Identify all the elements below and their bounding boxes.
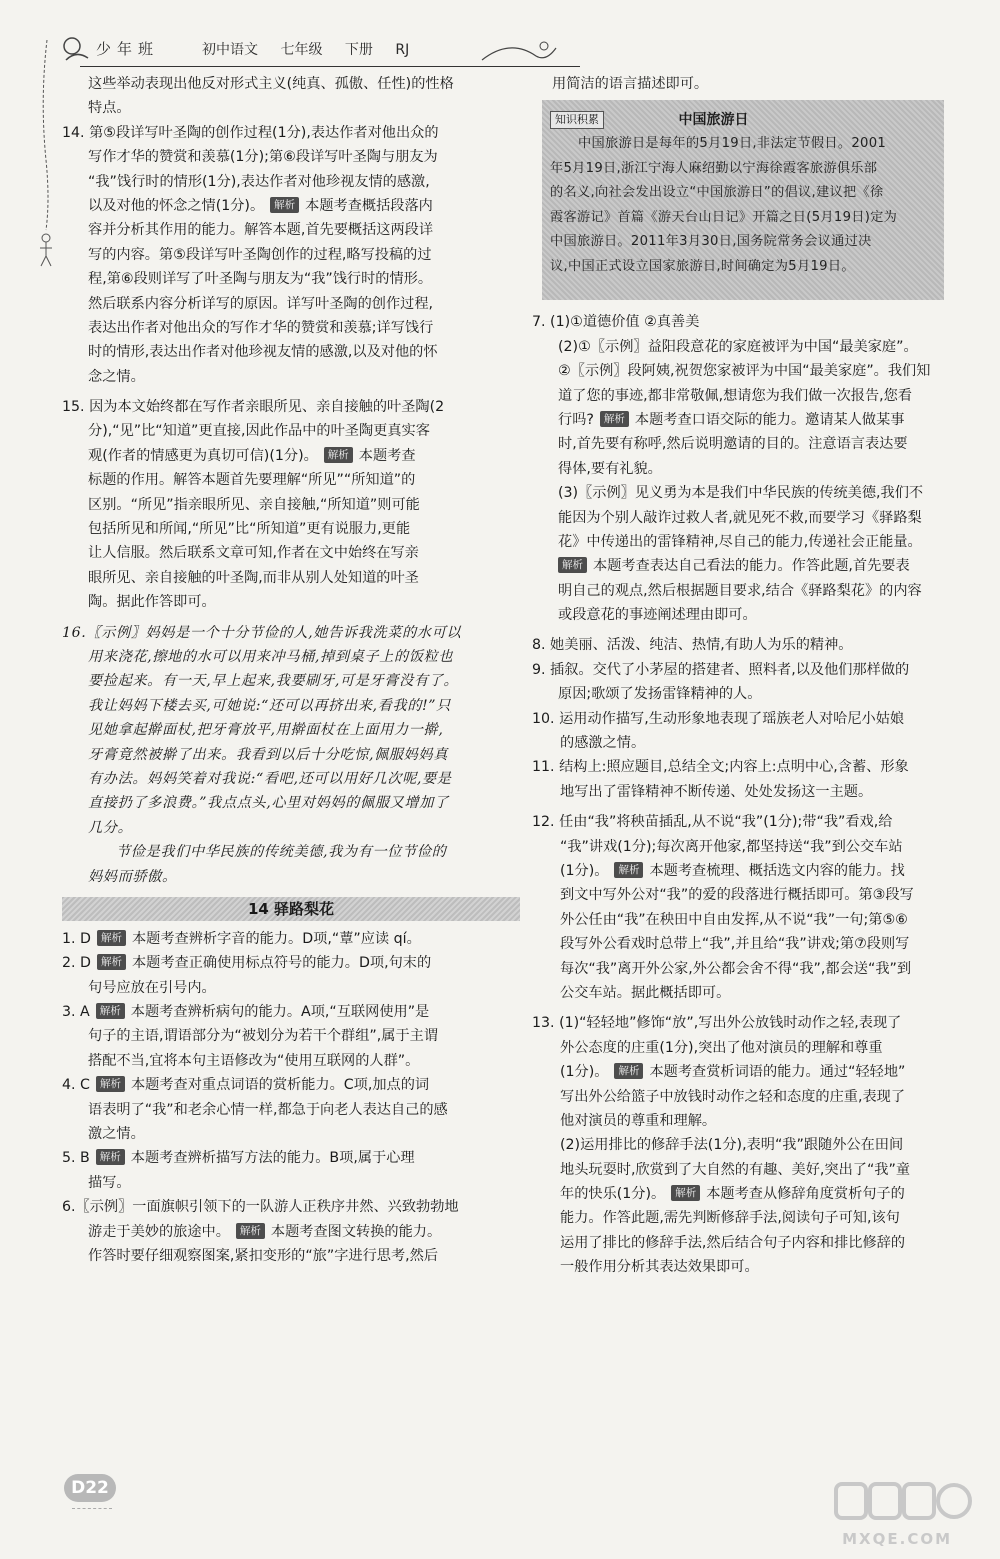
text-line: 外公态度的庄重(1分),突出了他对演员的理解和尊重 <box>560 1039 883 1056</box>
text-line: 12. 任由“我”将秧苗插乱,从不说“我”(1分);带“我”看戏,给 <box>532 814 893 831</box>
text-line: 牙膏竟然被擀了出来。我看到以后十分吃惊,佩服妈妈真 <box>88 746 449 763</box>
text-span: 本题考查图文转换的能力。 <box>270 1223 442 1240</box>
text-line: (2)运用排比的修辞手法(1分),表明“我”跟随外公在田间 <box>560 1137 904 1154</box>
margin-string-doodle-icon <box>32 40 62 270</box>
text-line <box>532 554 952 578</box>
text-line: 8. 她美丽、活泼、纯洁、热情,有助人为乐的精神。 <box>532 637 853 654</box>
text-line: (2)①〖示例〗益阳段意花的家庭被评为中国“最美家庭”。 <box>558 338 918 355</box>
text-span: 本题考查概括段落内 <box>305 197 433 214</box>
text-line: 公交车站。据此概括即可。 <box>560 984 731 1001</box>
header-subject: 初中语文 <box>202 42 258 58</box>
text-line: 我让妈妈下楼去买,可她说:“还可以再挤出来,看我的!”只 <box>88 697 451 714</box>
text-line: 语表明了“我”和老余心情一样,都急于向老人表达自己的感 <box>88 1101 448 1118</box>
text-line <box>62 444 520 468</box>
text-line: 7. (1)①道德价值 ②真善美 <box>532 314 700 331</box>
answer-q12 <box>532 810 952 1005</box>
answer-choice: 1. D <box>62 930 91 947</box>
answer-choice: 2. D <box>62 955 91 972</box>
text-line: 16.〖示例〗妈妈是一个十分节俭的人,她告诉我洗菜的水可以 <box>62 624 462 641</box>
text-line: “我”讲戏(1分);每次离开他家,都坚持送“我”到公交车站 <box>560 838 903 855</box>
text-line: 直接扔了多浪费。”我点点头,心里对妈妈的佩服又增加了 <box>88 795 449 812</box>
answer-choice: 4. C <box>62 1077 90 1094</box>
text-line: 节俭是我们中华民族的传统美德,我为有一位节俭的 <box>116 844 447 861</box>
answer-q15 <box>62 395 520 615</box>
text-line: 写的内容。第⑤段详写叶圣陶创作的过程,略写投稿的过 <box>88 246 432 263</box>
text-line: 用简洁的语言描述即可。 <box>552 76 709 92</box>
page-header <box>60 34 940 68</box>
text-span: 本题考查从修辞角度赏析句子的 <box>706 1186 905 1203</box>
brand-logo-icon <box>60 34 94 66</box>
text-line: 6.〖示例〗一面旗帜引领下的一队游人正秩序井然、兴致勃勃地 <box>62 1199 459 1216</box>
analysis-tag: 解析 <box>236 1223 265 1239</box>
text-span: 本题考查辨析病句的能力。A项,“互联网使用”是 <box>130 1004 430 1021</box>
text-line: 程,第⑥段则详写了叶圣陶与朋友为“我”饯行时的情形。 <box>88 271 433 288</box>
header-book-info <box>202 39 427 59</box>
text-line: 15. 因为本文始终都在写作者亲眼所见、亲自接触的叶圣陶(2 <box>62 399 445 416</box>
text-line: 区别。“所见”指亲眼所见、亲自接触,“所知道”则可能 <box>88 496 420 513</box>
answer-q14 <box>62 121 520 389</box>
text-line: 10. 运用动作描写,生动形象地表现了瑶族老人对哈尼小姑娘 <box>532 710 905 727</box>
text-line: 得体,要有礼貌。 <box>558 460 662 477</box>
text-span: 本题考查 <box>358 447 416 464</box>
left-column <box>62 72 520 1268</box>
text-line: 时的情形,表达出作者对他珍视友情的感激,以及对他的怀 <box>88 344 438 361</box>
text-line <box>532 408 952 432</box>
text-line: 段写外公看戏时总带上“我”,并且给“我”讲戏;第⑦段则写 <box>560 936 910 953</box>
knowledge-box <box>542 100 944 300</box>
text-line: 道了您的事迹,都非常敬佩,想请您为我们做一次报告,您看 <box>558 387 913 404</box>
analysis-tag: 解析 <box>270 197 299 213</box>
analysis-tag: 解析 <box>558 557 587 573</box>
knowledge-line: 霞客游记》首篇《游天台山日记》开篇之日(5月19日)定为 <box>550 209 898 225</box>
answers-q8-q11 <box>532 633 952 804</box>
knowledge-line: 的名义,向社会发出设立“中国旅游日”的倡议,建议把《徐 <box>550 185 884 201</box>
header-edition: RJ <box>395 42 410 58</box>
text-span: 本题考查对重点词语的赏析能力。C项,加点的词 <box>130 1077 430 1094</box>
text-line <box>532 1060 952 1084</box>
section-title-bar: 14 驿路梨花 <box>62 897 520 921</box>
text-line: 的感激之情。 <box>560 735 646 752</box>
text-line: 妈妈而骄傲。 <box>88 868 177 885</box>
text-line: 包括所见和所闻,“所见”比“所知道”更有说服力,更能 <box>88 521 411 538</box>
text-line: 句号应放在引号内。 <box>88 979 216 996</box>
text-line <box>62 927 520 951</box>
text-line: 每次“我”离开外公家,外公都会舍不得“我”,都会送“我”到 <box>560 960 912 977</box>
knowledge-line: 中国旅游日。2011年3月30日,国务院常务会议通过决 <box>550 234 872 250</box>
text-line: 时,首先要有称呼,然后说明邀请的目的。注意语言表达要 <box>558 436 908 453</box>
text-line: 运用了排比的修辞手法,然后结合句子内容和排比修辞的 <box>560 1234 906 1251</box>
answer-choice: 5. B <box>62 1150 90 1167</box>
text-line: ②〖示例〗段阿姨,祝贺您家被评为中国“最美家庭”。我们知 <box>558 363 931 380</box>
text-span: 本题考查口语交际的能力。邀请某人做某事 <box>634 411 905 428</box>
text-span: 本题考查梳理、概括选文内容的能力。找 <box>649 862 905 879</box>
answer-q7 <box>532 310 952 627</box>
text-line: 原因;歌颂了发扬雷锋精神的人。 <box>558 686 762 703</box>
header-brand: 少年班 <box>96 40 160 58</box>
text-line <box>62 1000 520 1024</box>
knowledge-header <box>550 108 936 132</box>
knowledge-line: 中国旅游日是每年的5月19日,非法定节假日。2001 <box>578 136 887 152</box>
text-line: 然后联系内容分析详写的原因。详写叶圣陶的创作过程, <box>88 295 434 312</box>
text-line: 14. 第⑤段详写叶圣陶的创作过程(1分),表达作者对他出众的 <box>62 124 439 141</box>
knowledge-line: 年5月19日,浙江宁海人麻绍勤以宁海徐霞客旅游俱乐部 <box>550 160 878 176</box>
text-line: 表达出作者对他出众的写作才华的赞赏和羡慕;详写饯行 <box>88 319 434 336</box>
text-line: 眼所见、亲自接触的叶圣陶,而非从别人处知道的叶圣 <box>88 569 419 586</box>
analysis-tag: 解析 <box>97 954 126 970</box>
text-span: 本题考查表达自己看法的能力。作答此题,首先要表 <box>593 558 910 575</box>
analysis-tag: 解析 <box>614 862 643 878</box>
answer-site-logo-icon <box>834 1478 974 1524</box>
text-line <box>532 859 952 883</box>
right-column <box>532 72 952 1280</box>
text-line: 地写出了雷锋精神不断传递、处处发扬这一主题。 <box>560 783 873 800</box>
text-line <box>62 1073 520 1097</box>
text-line: 或段意花的事迹阐述理由即可。 <box>558 607 757 624</box>
text-line: 到文中写外公对“我”的爱的段落进行概括即可。第③段写 <box>560 887 914 904</box>
text-span: 本题考查辨析描写方法的能力。B项,属于心理 <box>130 1150 415 1167</box>
page-number-badge: D22 <box>64 1474 116 1502</box>
text-line: 念之情。 <box>88 368 145 385</box>
text-line: 他对演员的尊重和理解。 <box>560 1112 717 1129</box>
analysis-tag: 解析 <box>600 411 629 427</box>
knowledge-line: 议,中国正式设立国家旅游日,时间确定为5月19日。 <box>550 258 855 274</box>
text-span: 本题考查赏析词语的能力。通过“轻轻地” <box>649 1064 906 1081</box>
text-line: 分),“见”比“知道”更直接,因此作品中的叶圣陶更真实客 <box>88 423 430 440</box>
header-volume: 下册 <box>344 42 373 58</box>
text-span: 以及对他的怀念之情(1分)。 <box>88 197 265 214</box>
analysis-tag: 解析 <box>96 1003 125 1019</box>
text-line: 容并分析其作用的能力。解答本题,首先要概括这两段详 <box>88 222 434 239</box>
text-line <box>62 194 520 218</box>
knowledge-title: 中国旅游日 <box>678 112 749 129</box>
text-line <box>62 951 520 975</box>
text-line: 搭配不当,宜将本句主语修改为“使用互联网的人群”。 <box>88 1052 420 1069</box>
text-line: 描写。 <box>88 1174 131 1191</box>
text-line: “我”饯行时的情形(1分),表达作者对他珍视友情的感激, <box>88 173 430 190</box>
text-line: 标题的作用。解答本题首先要理解“所见”“所知道”的 <box>88 472 416 489</box>
text-span: 年的快乐(1分)。 <box>560 1186 666 1203</box>
page-number-underline <box>72 1508 112 1509</box>
text-line <box>62 1220 520 1244</box>
text-line: 能因为个别人敲诈过救人者,就见死不救,而要学习《驿路梨 <box>558 509 922 526</box>
text-line: 陶。据此作答即可。 <box>88 594 216 611</box>
text-line <box>532 1182 952 1206</box>
analysis-tag: 解析 <box>96 1076 125 1092</box>
text-line: (3)〖示例〗见义勇为本是我们中华民族的传统美德,我们不 <box>558 485 924 502</box>
text-line: 能力。作答此题,需先判断修辞手法,阅读句子可知,该句 <box>560 1210 900 1227</box>
text-line: 外公任由“我”在秧田中自由发挥,从不说“我”一句;第⑤⑥ <box>560 911 908 928</box>
text-line: 一般作用分析其表达效果即可。 <box>560 1259 759 1276</box>
header-rule <box>80 66 580 67</box>
text-line: 11. 结构上:照应题目,总结全文;内容上:点明中心,含蓄、形象 <box>532 759 909 776</box>
text-span: 观(作者的情感更为真切可信)(1分)。 <box>88 447 318 464</box>
answer-q16 <box>62 621 520 889</box>
header-flourish-icon <box>480 36 560 66</box>
text-span: (1分)。 <box>560 1064 609 1081</box>
text-span: (1分)。 <box>560 862 609 879</box>
watermark-text: MXQE.COM <box>842 1530 952 1548</box>
knowledge-label: 知识积累 <box>550 111 604 129</box>
analysis-tag: 解析 <box>614 1063 643 1079</box>
text-line: 花》中传递出的雷锋精神,尽自己的能力,传递社会正能量。 <box>558 533 922 550</box>
text-line: 用来浇花,擦地的水可以用来冲马桶,掉到桌子上的饭粒也 <box>88 648 454 665</box>
text-line: 9. 插叙。交代了小茅屋的搭建者、照料者,以及他们那样做的 <box>532 661 910 678</box>
analysis-tag: 解析 <box>671 1185 700 1201</box>
text-span: 行吗? <box>558 411 594 428</box>
answers-list <box>62 927 520 1268</box>
text-line: 见她拿起擀面杖,把牙膏放平,用擀面杖在上面用力一擀, <box>88 722 444 739</box>
answer-q13 <box>532 1011 952 1279</box>
text-line: 写出外公给篮子中放钱时动作之轻和态度的庄重,表现了 <box>560 1088 906 1105</box>
text-line: 明自己的观点,然后根据题目要求,结合《驿路梨花》的内容 <box>558 582 922 599</box>
text-line: 句子的主语,谓语部分为“被划分为若干个群组”,属于主谓 <box>88 1028 439 1045</box>
text-line: 激之情。 <box>88 1126 145 1143</box>
text-line: 地头玩耍时,欣赏到了大自然的有趣、美好,突出了“我”童 <box>560 1161 911 1178</box>
header-grade: 七年级 <box>280 42 323 58</box>
text-line: 有办法。妈妈笑着对我说:“看吧,还可以用好几次呢,要是 <box>88 770 452 787</box>
text-line: 要捡起来。有一天,早上起来,我要刷牙,可是牙膏没有了。 <box>88 673 459 690</box>
text-line: 这些举动表现出他反对形式主义(纯真、孤傲、任性)的性格 <box>88 76 454 92</box>
text-line: 13. (1)“轻轻地”修饰“放”,写出外公放钱时动作之轻,表现了 <box>532 1015 902 1032</box>
text-span: 本题考查辨析字音的能力。D项,“蕈”应读 qí。 <box>131 930 421 947</box>
text-line: 让人信服。然后联系文章可知,作者在文中始终在写亲 <box>88 545 419 562</box>
analysis-tag: 解析 <box>324 447 353 463</box>
analysis-tag: 解析 <box>97 930 126 946</box>
text-line: 几分。 <box>88 819 133 836</box>
text-line: 作答时要仔细观察图案,紧扣变形的“旅”字进行思考,然后 <box>88 1247 439 1264</box>
analysis-tag: 解析 <box>96 1149 125 1165</box>
text-span: 本题考查正确使用标点符号的能力。D项,句末的 <box>131 955 432 972</box>
answer-choice: 3. A <box>62 1004 90 1021</box>
text-line: 特点。 <box>88 100 131 117</box>
text-span: 游走于美妙的旅途中。 <box>88 1223 230 1240</box>
text-line: 写作才华的赞赏和羡慕(1分);第⑥段详写叶圣陶与朋友为 <box>88 149 438 166</box>
text-line <box>62 1146 520 1170</box>
